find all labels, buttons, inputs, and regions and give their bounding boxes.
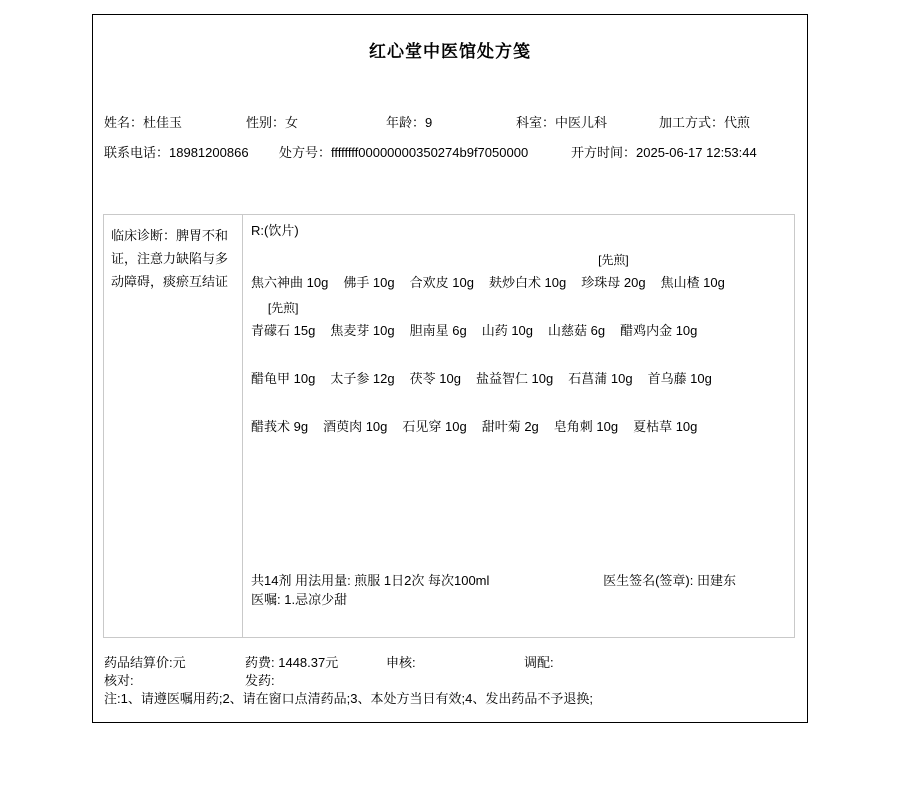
herb-item bbox=[402, 419, 466, 435]
herb-name-qty: 焦麦芽 10g bbox=[330, 323, 395, 338]
herb-name-qty: 山药 10g bbox=[481, 323, 534, 338]
herb-name-qty: 焦六神曲 10g bbox=[251, 275, 329, 290]
processing-method-label: 加工方式： bbox=[659, 115, 725, 130]
herb-name-qty: 青礞石 15g bbox=[251, 323, 316, 338]
herb-row bbox=[251, 243, 784, 291]
patient-age-label: 年龄： bbox=[386, 115, 426, 130]
herb-name-qty: 佛手 10g bbox=[343, 275, 395, 290]
herb-item bbox=[343, 275, 394, 291]
herb-name-qty: 麸炒白术 10g bbox=[488, 275, 567, 290]
herb-name-qty: 太子参 12g bbox=[330, 371, 395, 386]
department bbox=[516, 115, 607, 131]
dispense-field: 发药: bbox=[245, 673, 275, 688]
decoction-first-note: [先煎] bbox=[267, 301, 299, 315]
herb-row bbox=[251, 291, 784, 339]
patient-age-value: 9 bbox=[425, 115, 433, 130]
contact-phone-value: 18981200866 bbox=[169, 145, 249, 160]
herb-item bbox=[482, 419, 539, 435]
department-value: 中医儿科 bbox=[555, 115, 608, 130]
patient-gender-label: 性别： bbox=[246, 115, 286, 130]
rx-header: R:(饮片) bbox=[251, 223, 299, 238]
herb-name-qty: 胆南星 6g bbox=[409, 323, 467, 338]
patient-name-label: 姓名： bbox=[104, 115, 144, 130]
herb-name-qty: 石见穿 10g bbox=[402, 419, 467, 434]
herb-name-qty: 醋鸡内金 10g bbox=[620, 323, 698, 338]
herb-list bbox=[251, 243, 784, 435]
clinical-diagnosis bbox=[104, 215, 243, 637]
prescription-box bbox=[103, 214, 795, 638]
patient-name-value: 杜佳玉 bbox=[143, 115, 183, 130]
herb-name-qty: 合欢皮 10g bbox=[409, 275, 474, 290]
herb-name-qty: 醋龟甲 10g bbox=[251, 371, 316, 386]
usage-line: 共14剂 用法用量: 煎服 1日2次 每次100ml bbox=[251, 573, 490, 588]
prescription-time-value: 2025-06-17 12:53:44 bbox=[636, 145, 757, 160]
herb-item bbox=[548, 323, 605, 339]
herb-item bbox=[554, 419, 618, 435]
herb-name-qty: 醋莪术 9g bbox=[251, 419, 309, 434]
herb-name-qty: 珍珠母 20g bbox=[581, 275, 646, 290]
herb-item bbox=[620, 323, 697, 339]
herb-row bbox=[251, 339, 784, 387]
audit-field: 申核: bbox=[386, 655, 416, 670]
contact-phone-label: 联系电话： bbox=[104, 145, 170, 160]
doctor-advice: 医嘱: 1.忌凉少甜 bbox=[251, 592, 348, 607]
decoction-first-note: [先煎] bbox=[598, 253, 629, 267]
settle-price: 药品结算价:元 bbox=[104, 655, 186, 670]
prescription-time bbox=[571, 145, 757, 161]
doctor-signature-name: 田建东 bbox=[696, 573, 736, 588]
processing-method bbox=[659, 115, 750, 131]
doctor-signature bbox=[603, 571, 736, 590]
diagnosis-text: 脾胃不和证，注意力缺陷与多动障碍，痰瘀互结证 bbox=[111, 228, 229, 289]
herb-item bbox=[648, 371, 712, 387]
herb-item bbox=[251, 275, 328, 291]
processing-method-value: 代煎 bbox=[724, 115, 751, 130]
herb-item bbox=[633, 419, 697, 435]
check-field: 核对: bbox=[104, 673, 134, 688]
herb-item bbox=[661, 275, 725, 291]
herb-name-qty: 焦山楂 10g bbox=[660, 275, 725, 290]
herb-item bbox=[410, 323, 467, 339]
herb-name-qty: 盐益智仁 10g bbox=[475, 371, 554, 386]
herb-item bbox=[581, 253, 645, 291]
patient-gender-value: 女 bbox=[285, 115, 299, 130]
rx-spacer bbox=[251, 435, 784, 571]
herb-item bbox=[251, 301, 315, 339]
herb-item bbox=[251, 371, 315, 387]
herb-item bbox=[568, 371, 632, 387]
herb-item bbox=[410, 275, 474, 291]
footer-note: 注:1、请遵医嘱用药;2、请在窗口点清药品;3、本处方当日有效;4、发出药品不予退换; bbox=[104, 691, 593, 706]
herb-name-qty: 皂角刺 10g bbox=[553, 419, 619, 434]
page-title: 红心堂中医馆处方笺 bbox=[369, 42, 531, 61]
diagnosis-label: 临床诊断： bbox=[111, 228, 177, 243]
prescription-number-label: 处方号： bbox=[279, 145, 332, 160]
department-label: 科室： bbox=[516, 115, 556, 130]
herb-name-qty: 首乌藤 10g bbox=[647, 371, 712, 386]
patient-name bbox=[104, 115, 182, 131]
herb-name-qty: 茯苓 10g bbox=[409, 371, 461, 386]
contact-phone bbox=[104, 145, 249, 161]
herb-item bbox=[482, 323, 533, 339]
patient-gender bbox=[246, 115, 298, 131]
patient-age bbox=[386, 115, 432, 131]
herb-name-qty: 夏枯草 10g bbox=[633, 419, 698, 434]
rx-column bbox=[243, 215, 794, 637]
prescription-number-value: ffffffff00000000350274b9f7050000 bbox=[331, 145, 529, 160]
doctor-signature-label: 医生签名(签章): bbox=[603, 573, 697, 588]
prescription-sheet bbox=[92, 14, 808, 723]
herb-item bbox=[330, 323, 394, 339]
herb-item bbox=[410, 371, 461, 387]
herb-item bbox=[330, 371, 394, 387]
prescription-time-label: 开方时间： bbox=[571, 145, 637, 160]
herb-item bbox=[489, 275, 566, 291]
medicine-fee bbox=[245, 655, 338, 671]
herb-name-qty: 山慈菇 6g bbox=[548, 323, 606, 338]
prepare-field: 调配: bbox=[524, 655, 554, 670]
herb-item bbox=[476, 371, 553, 387]
prescription-number bbox=[279, 145, 528, 161]
herb-item bbox=[251, 419, 308, 435]
usage-row bbox=[251, 571, 784, 590]
medicine-fee-label: 药费: bbox=[245, 655, 279, 670]
herb-name-qty: 石菖蒲 10g bbox=[568, 371, 633, 386]
herb-row bbox=[251, 387, 784, 435]
herb-item bbox=[323, 419, 387, 435]
medicine-fee-value: 1448.37元 bbox=[278, 655, 339, 670]
herb-name-qty: 甜叶菊 2g bbox=[481, 419, 539, 434]
herb-name-qty: 酒萸肉 10g bbox=[323, 419, 388, 434]
